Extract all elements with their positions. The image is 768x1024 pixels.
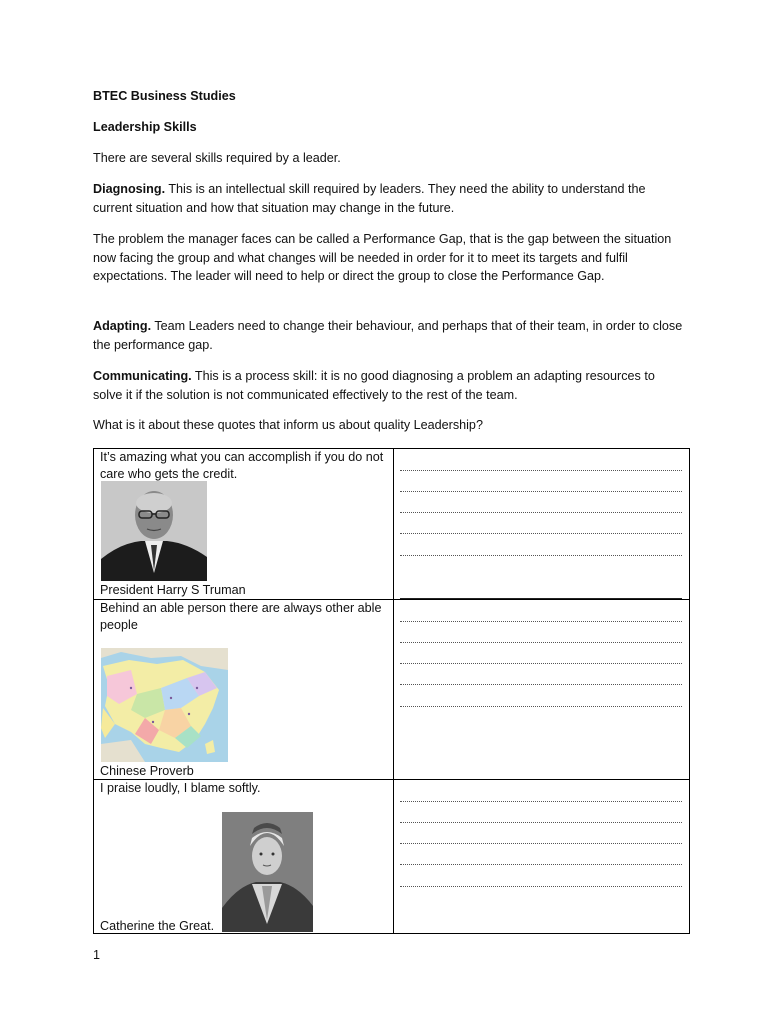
intro-paragraph: There are several skills required by a leader.: [93, 151, 341, 165]
document-title: BTEC Business Studies: [93, 89, 236, 103]
diagnosing-text: This is an intellectual skill required by leaders. They need the ability to understand the current situation and how that situation may change in the future.: [93, 182, 646, 215]
diagnosing-paragraph: [93, 180, 683, 217]
quote-text: I praise loudly, I blame softly.: [100, 781, 261, 795]
answer-line: [400, 864, 682, 865]
performance-gap-paragraph: The problem the manager faces can be called a Performance Gap, that is the gap between the situation now facing the group and what changes will be needed in order for it to meet its targets and fulfil expectations. The leader will need to help or direct the group to close the Performance Gap.: [93, 232, 672, 283]
answer-line: [400, 801, 682, 802]
communicating-text: This is a process skill: it is no good diagnosing a problem an adapting resources to solve it if the solution is not communicated effectively to the rest of the team.: [93, 369, 655, 402]
question-paragraph: What is it about these quotes that inform us about quality Leadership?: [93, 418, 483, 432]
quote-row-proverb: [94, 599, 689, 780]
answer-line: [400, 684, 682, 685]
quote-text: Behind an able person there are always other able people: [100, 601, 382, 632]
quote-row-truman: [94, 449, 689, 599]
answer-line: [400, 663, 682, 664]
communicating-term: Communicating.: [93, 369, 192, 383]
quote-author: Chinese Proverb: [100, 764, 194, 778]
adapting-term: Adapting.: [93, 319, 152, 333]
truman-portrait-photo: [101, 481, 207, 581]
communicating-paragraph: [93, 367, 683, 404]
answer-line: [400, 555, 682, 556]
answer-line: [400, 843, 682, 844]
answer-line: [400, 533, 682, 534]
answer-line: [400, 642, 682, 643]
quotes-table: [93, 448, 690, 934]
answer-line: [400, 491, 682, 492]
answer-line: [400, 706, 682, 707]
quote-author: Catherine the Great.: [100, 919, 215, 933]
answer-line: [400, 470, 682, 471]
answer-line: [400, 822, 682, 823]
page-number: 1: [93, 948, 101, 962]
quote-author: President Harry S Truman: [100, 583, 246, 597]
adapting-paragraph: [93, 317, 683, 354]
document-subtitle: Leadership Skills: [93, 120, 197, 134]
quote-row-catherine: [94, 779, 689, 934]
answer-line: [400, 512, 682, 513]
catherine-portrait-image: [222, 812, 313, 932]
answer-line: [400, 886, 682, 887]
china-map-image: [101, 648, 228, 762]
quote-text: It’s amazing what you can accomplish if you do not care who gets the credit.: [100, 450, 384, 481]
adapting-text: Team Leaders need to change their behaviour, and perhaps that of their team, in order to close the performance gap.: [93, 319, 683, 352]
diagnosing-term: Diagnosing.: [93, 182, 166, 196]
answer-line: [400, 621, 682, 622]
